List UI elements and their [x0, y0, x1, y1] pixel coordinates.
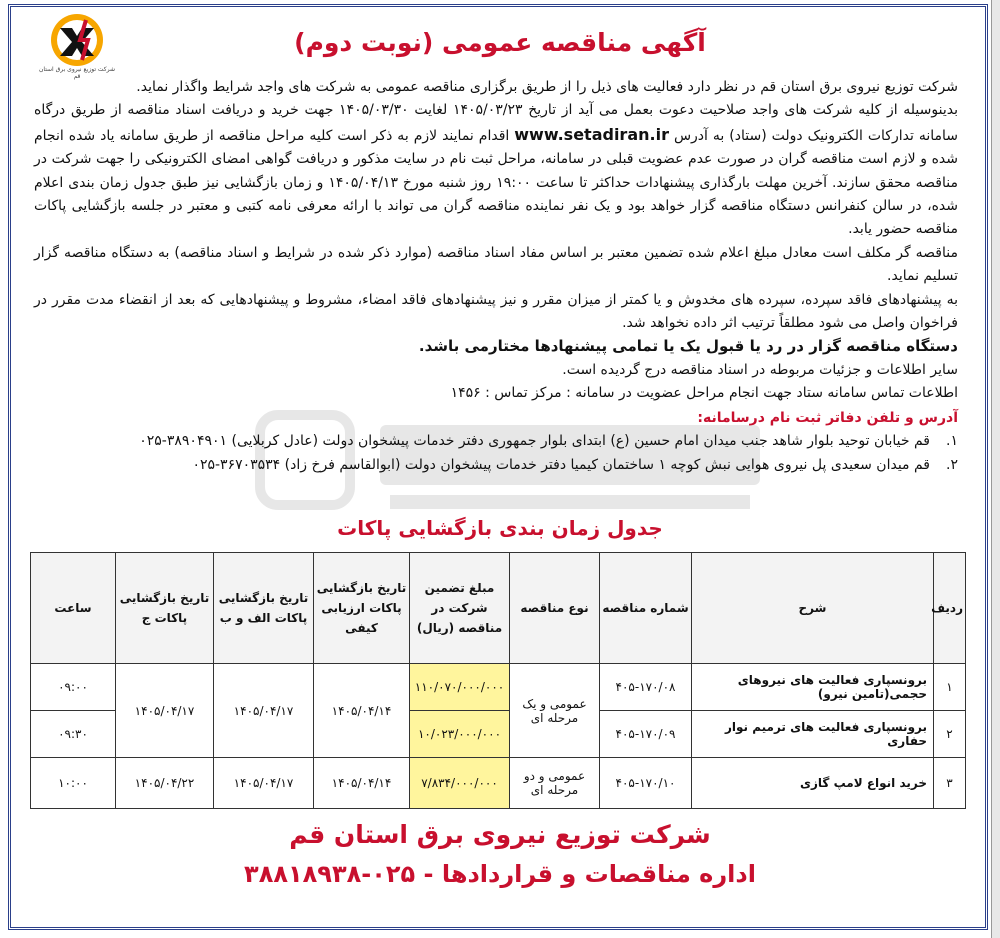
address-phone: ۰۲۵-۳۸۹۰۴۹۰۱ [139, 433, 228, 450]
paragraph-intro: شرکت توزیع نیروی برق استان قم در نظر دارد فعالیت های ذیل را از طریق برگزاری مناقصه عمومی به شرکت های واجد شرایط واگذار نماید. [136, 79, 958, 95]
address-number: ۱. [946, 433, 958, 450]
reservation-rights-line: دستگاه مناقصه گزار در رد یا قبول یک یا تمامی پیشنهادها مختارمی باشد. [418, 337, 958, 356]
cell-hour: ۱۰:۰۰ [31, 758, 116, 809]
address-list [34, 430, 958, 477]
schedule-table [30, 552, 966, 809]
notice-title: آگهی مناقصه عمومی (نوبت دوم) [294, 28, 706, 57]
cell-amount: ۷/۸۳۴/۰۰۰/۰۰۰ [410, 758, 510, 809]
cell-tender-no: ۴۰۵-۱۷۰/۰۹ [600, 711, 692, 758]
address-item [34, 454, 958, 477]
header-tender-no: شماره مناقصه [600, 553, 692, 664]
table-row [31, 664, 966, 711]
header-desc: شرح [692, 553, 934, 664]
address-item [34, 430, 958, 453]
table-header-row [31, 553, 966, 664]
header-row-no: ردیف [934, 553, 966, 664]
setad-url-link[interactable]: www.setadiran.ir [514, 124, 669, 144]
cell-amount: ۱۰/۰۲۳/۰۰۰/۰۰۰ [410, 711, 510, 758]
cell-open-quality: ۱۴۰۵/۰۴/۱۴ [314, 758, 410, 809]
cell-desc: برونسپاری فعالیت های نیروهای حجمی(تامین نیرو) [692, 664, 934, 711]
address-detail: قم خیابان توحید بلوار شاهد جنب میدان امام حسین (ع) ابتدای بلوار جمهوری دفتر خدمات پیشخوان دولت (عادل کربلایی) [231, 433, 930, 450]
header-type: نوع مناقصه [510, 553, 600, 664]
cell-row-no: ۳ [934, 758, 966, 809]
cell-row-no: ۲ [934, 711, 966, 758]
table-row [31, 758, 966, 809]
header-hour: ساعت [31, 553, 116, 664]
cell-tender-no: ۴۰۵-۱۷۰/۱۰ [600, 758, 692, 809]
cell-open-quality: ۱۴۰۵/۰۴/۱۴ [314, 664, 410, 758]
address-number: ۲. [946, 456, 958, 473]
notice-body [34, 76, 958, 477]
cell-desc: خرید انواع لامپ گازی [692, 758, 934, 809]
cell-type: عمومی و یک مرحله ای [510, 664, 600, 758]
header-open-quality: تاریخ بازگشایی پاکات ارزیابی کیفی [314, 553, 410, 664]
address-text [34, 430, 930, 453]
address-heading: آدرس و تلفن دفاتر ثبت نام درسامانه: [697, 409, 958, 426]
footer-department: اداره مناقصات و قراردادها - ۰۲۵-۳۸۸۱۸۹۳۸ [244, 860, 756, 888]
cell-open-c: ۱۴۰۵/۰۴/۲۲ [116, 758, 214, 809]
cell-desc: برونسپاری فعالیت های ترمیم نوار حفاری [692, 711, 934, 758]
header-amount: مبلغ تضمین شرکت در مناقصه (ریال) [410, 553, 510, 664]
cell-open-ab: ۱۴۰۵/۰۴/۱۷ [214, 758, 314, 809]
address-text [34, 454, 930, 477]
invitation-text-b: اقدام نمایند لازم به ذکر است کلیه مراحل مناقصه از طریق سامانه یاد شده انجام شده و لازم است مناقصه گران در صورت عدم عضویت قبلی در سامانه، مراحل ثبت نام در سایت مذکور و دریافت گواهی امضای الکترونیکی را جهت شرکت در مناقصه محقق سازند. آخرین مهلت بارگذاری پیشنهادات حداکثر تا ساعت ۱۹:۰۰ روز شنبه مورخ ۱۴۰۵/۰۴/۱۳ و زمان بازگشایی نیز طبق جدول زمان بندی اعلام شده، در سالن کنفرانس دستگاه مناقصه گزار خواهد بود و یک نفر نماینده مناقصه گران می تواند با ارائه معرفی نامه کتبی و معتبر در جلسه بازگشایی پاکات مناقصه حضور یابد. [34, 127, 958, 238]
cell-open-ab: ۱۴۰۵/۰۴/۱۷ [214, 664, 314, 758]
logo-caption: شرکت توزیع نیروی برق استان قم [38, 66, 115, 80]
paragraph-guarantee: مناقصه گر مکلف است معادل مبلغ اعلام شده تضمین معتبر بر اساس مفاد اسناد مناقصه (موارد ذکر شده در شرایط و اسناد مناقصه) به دستگاه مناقصه گزار تسلیم نماید. [34, 244, 958, 285]
cell-tender-no: ۴۰۵-۱۷۰/۰۸ [600, 664, 692, 711]
other-info-line: سایر اطلاعات و جزئیات مربوطه در اسناد مناقصه درج گردیده است. [562, 361, 958, 378]
invitation-text-a: بدینوسیله از کلیه شرکت های واجد صلاحیت دعوت بعمل می آید از تاریخ ۱۴۰۵/۰۳/۲۳ لغایت ۱۴۰۵/۰۳/۳۰ جهت خرید و دریافت اسناد مناقصه از طریق درگاه سامانه تدارکات الکترونیک دولت (ستاد) به آدرس [34, 102, 958, 144]
header-open-c: تاریخ بازگشایی پاکات ج [116, 553, 214, 664]
cell-amount: ۱۱۰/۰۷۰/۰۰۰/۰۰۰ [410, 664, 510, 711]
cell-type: عمومی و دو مرحله ای [510, 758, 600, 809]
address-phone: ۰۲۵-۳۶۷۰۳۵۳۴ [192, 456, 281, 473]
cell-hour: ۰۹:۳۰ [31, 711, 116, 758]
paragraph-rejection: به پیشنهادهای فاقد سپرده، سپرده های مخدوش و یا کمتر از میزان مقرر و نیز پیشنهادهای فاقد امضاء، مشروط و پیشنهادهایی که بعد از انقضاء مدت مقرر در فراخوان واصل می شود مطلقاً ترتیب اثر داده نخواهد شد. [34, 291, 958, 332]
contact-line: اطلاعات تماس سامانه ستاد جهت انجام مراحل عضویت در سامانه : مرکز تماس : ۱۴۵۶ [450, 385, 958, 402]
address-detail: قم میدان سعیدی پل نیروی هوایی نبش کوچه ۱ ساختمان کیمیا دفتر خدمات پیشخوان دولت (ابوالقاسم فرخ زاد) [284, 456, 930, 473]
paragraph-invitation [34, 99, 958, 241]
cell-open-c: ۱۴۰۵/۰۴/۱۷ [116, 664, 214, 758]
cell-hour: ۰۹:۰۰ [31, 664, 116, 711]
footer-company: شرکت توزیع نیروی برق استان قم [289, 820, 711, 849]
scroll-edge [991, 0, 1000, 938]
schedule-title: جدول زمان بندی بازگشایی پاکات [337, 516, 663, 540]
header-open-ab: تاریخ بازگشایی پاکات الف و ب [214, 553, 314, 664]
cell-row-no: ۱ [934, 664, 966, 711]
